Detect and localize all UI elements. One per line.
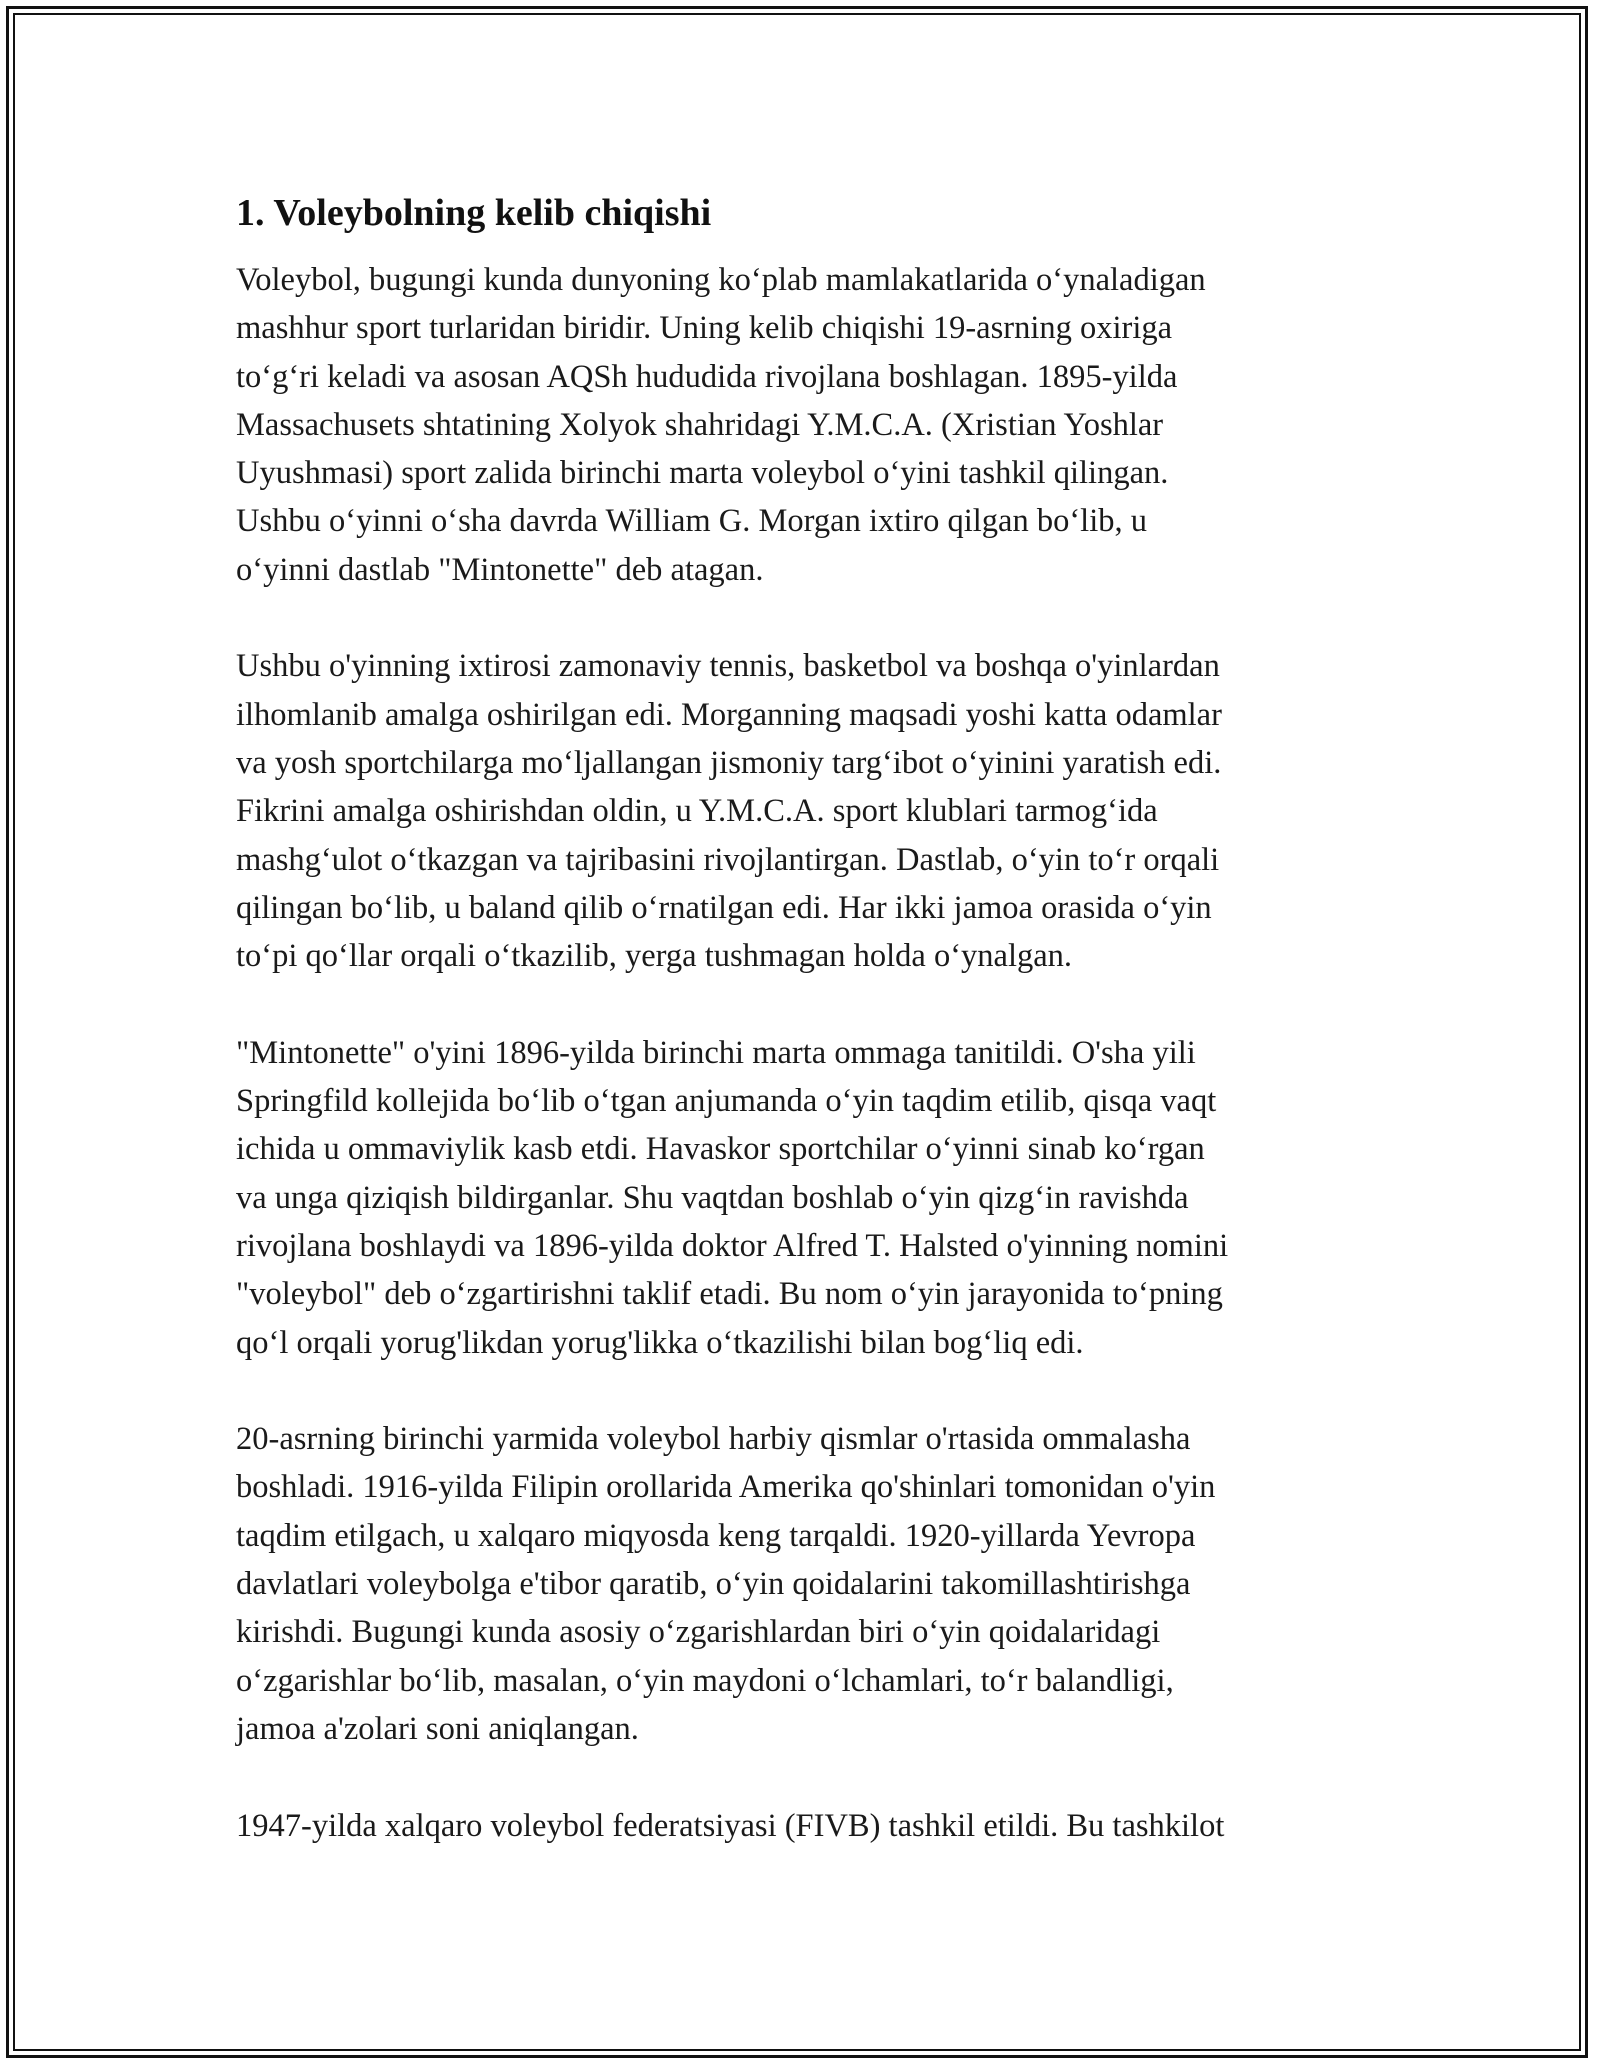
text-line: ilhomlanib amalga oshirilgan edi. Morganning maqsadi yoshi katta odamlar [236,696,1222,733]
text-line: "Mintonette" o'yini 1896-yilda birinchi marta ommaga tanitildi. O'sha yili [236,1034,1196,1071]
paragraph-2 [236,642,1386,980]
text-line: jamoa a'zolari soni aniqlangan. [236,1710,639,1747]
text-line: Ushbu o'yinning ixtirosi zamonaviy tennis, basketbol va boshqa o'yinlardan [236,648,1220,685]
text-line: o‘yinni dastlab "Mintonette" deb atagan. [236,551,764,588]
paragraph-1 [236,256,1386,594]
text-line: ichida u ommaviylik kasb etdi. Havaskor sportchilar o‘yinni sinab ko‘rgan [236,1131,1205,1168]
text-line: qo‘l orqali yorug'likdan yorug'likka o‘tkazilishi bilan bog‘liq edi. [236,1324,1084,1361]
text-line: Voleybol, bugungi kunda dunyoning ko‘plab mamlakatlarida o‘ynaladigan [236,262,1206,298]
text-line: "voleybol" deb o‘zgartirishni taklif etadi. Bu nom o‘yin jarayonida to‘pning [236,1276,1223,1313]
section-heading: 1. Voleybolning kelib chiqishi [236,192,712,234]
text-line: taqdim etilgach, u xalqaro miqyosda keng tarqaldi. 1920-yillarda Yevropa [236,1517,1196,1554]
paragraph-3 [236,1029,1386,1367]
paragraph-4 [236,1415,1386,1753]
paragraph-5 [236,1802,1386,1850]
text-line: 1947-yilda xalqaro voleybol federatsiyasi (FIVB) tashkil etildi. Bu tashkilot [236,1807,1225,1844]
text-line: kirishdi. Bugungi kunda asosiy o‘zgarishlardan biri o‘yin qoidalaridagi [236,1614,1161,1651]
document-body [236,186,1386,1898]
text-line: mashg‘ulot o‘tkazgan va tajribasini rivojlantirgan. Dastlab, o‘yin to‘r orqali [236,841,1220,878]
text-line: va yosh sportchilarga mo‘ljallangan jismoniy targ‘ibot o‘yinini yaratish edi. [236,744,1222,781]
text-line: Fikrini amalga oshirishdan oldin, u Y.M.C.A. sport klublari tarmog‘ida [236,793,1158,830]
text-line: to‘g‘ri keladi va asosan AQSh hududida rivojlana boshlagan. 1895-yilda [236,358,1178,395]
text-line: davlatlari voleybolga e'tibor qaratib, o‘yin qoidalarini takomillashtirishga [236,1566,1191,1603]
text-line: Uyushmasi) sport zalida birinchi marta voleybol o‘yini tashkil qilingan. [236,455,1169,492]
text-line: to‘pi qo‘llar orqali o‘tkazilib, yerga tushmagan holda o‘ynalgan. [236,938,1073,975]
text-line: va unga qiziqish bildirganlar. Shu vaqtdan boshlab o‘yin qizg‘in ravishda [236,1179,1189,1216]
text-line: Springfild kollejida bo‘lib o‘tgan anjumanda o‘yin taqdim etilib, qisqa vaqt [236,1083,1217,1120]
text-line: Ushbu o‘yinni o‘sha davrda William G. Morgan ixtiro qilgan bo‘lib, u [236,503,1147,540]
text-line: Massachusets shtatining Xolyok shahridagi Y.M.C.A. (Xristian Yoshlar [236,406,1164,443]
text-line: 20-asrning birinchi yarmida voleybol harbiy qismlar o'rtasida ommalasha [236,1421,1191,1458]
text-line: qilingan bo‘lib, u baland qilib o‘rnatilgan edi. Har ikki jamoa orasida o‘yin [236,889,1212,926]
text-line: rivojlana boshlaydi va 1896-yilda doktor Alfred T. Halsted o'yinning nomini [236,1227,1229,1264]
text-line: o‘zgarishlar bo‘lib, masalan, o‘yin maydoni o‘lchamlari, to‘r balandligi, [236,1662,1174,1699]
text-line: boshladi. 1916-yilda Filipin orollarida Amerika qo'shinlari tomonidan o'yin [236,1469,1216,1506]
text-line: mashhur sport turlaridan biridir. Uning kelib chiqishi 19-asrning oxiriga [236,310,1173,347]
